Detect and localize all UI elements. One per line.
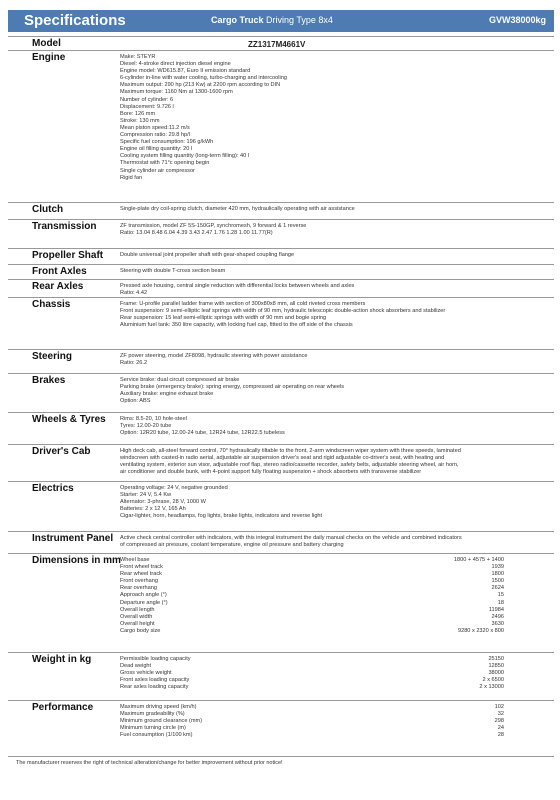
section-body — [120, 377, 548, 405]
row-label: Front wheel track — [120, 564, 163, 571]
section-label: Rear Axles — [32, 281, 84, 292]
table-row — [120, 607, 548, 614]
spec-line: of compressed air pressure, coolant temperature, engine oil pressure and battery charging — [120, 542, 344, 549]
row-label: Maximum gradeability (%) — [120, 711, 185, 718]
table-row — [120, 578, 548, 585]
row-value: 18 — [497, 599, 504, 606]
section-engine — [8, 50, 554, 181]
spec-line: Rear suspension: 15 leaf semi-elliptic springs with width of 90 mm and bogie spring — [120, 315, 327, 322]
spec-line: Engine oil filling quantity: 20 l — [120, 146, 193, 153]
row-label: Permissible loading capacity — [120, 656, 191, 662]
spec-line: ZF transmission, model ZF 5S-150GP, synchromesh, 9 forward & 1 reverse — [120, 223, 307, 229]
section-body — [120, 485, 548, 520]
row-label: Maximum driving speed (km/h) — [120, 704, 197, 710]
section-label: Propeller Shaft — [32, 250, 104, 261]
spec-banner — [8, 10, 554, 32]
row-label: Fuel consumption (1/100 km) — [120, 732, 193, 739]
row-value: 1939 — [491, 564, 504, 571]
row-value: 28 — [497, 732, 504, 739]
row-value: 11984 — [488, 606, 504, 613]
spec-line: Auxiliary brake: engine exhaust brake — [120, 391, 214, 398]
section-body — [120, 252, 548, 259]
row-value: 1800 — [491, 571, 504, 578]
spec-line: Service brake: dual circuit compressed air brake — [120, 377, 240, 383]
spec-line: Maximum torque: 1160 Nm at 1300-1600 rpm — [120, 89, 233, 96]
section-clutch — [8, 202, 554, 215]
vehicle-type — [211, 15, 333, 25]
section-label: Electrics — [32, 483, 74, 494]
page-title: Specifications — [24, 12, 126, 29]
row-value: 298 — [494, 718, 504, 725]
section-label: Weight in kg — [32, 654, 92, 665]
section-electrics — [8, 481, 554, 520]
table-row — [120, 677, 548, 684]
section-body — [120, 448, 548, 476]
spec-line: Steering with double T-cross section beam — [120, 268, 226, 274]
section-steering — [8, 349, 554, 367]
section-instrument — [8, 531, 554, 549]
spec-line: Thermostat with 71°c opening begin — [120, 160, 210, 167]
section-body — [120, 416, 548, 437]
row-label: Cargo body size — [120, 627, 161, 634]
spec-line: Ratio: 4.42 — [120, 290, 148, 297]
section-front_axles — [8, 264, 554, 277]
spec-line: Maximum output: 290 hp (213 Kw) at 2200 rpm according to DIN — [120, 82, 281, 89]
spec-line: Rims: 8.5-20, 10 hole-steel — [120, 416, 187, 422]
section-label: Chassis — [32, 299, 71, 310]
footer-note: The manufacturer reserves the right of technical alteration/change for better improvement without prior notice! — [16, 760, 283, 766]
section-label: Model — [32, 38, 61, 49]
section-label: Driver's Cab — [32, 446, 91, 457]
row-label: Overall length — [120, 606, 155, 613]
spec-line: Operating voltage: 24 V, negative grounded — [120, 485, 228, 491]
section-dimensions — [8, 553, 554, 634]
row-value: 2624 — [491, 585, 504, 592]
vehicle-type-rest: Driving Type 8x4 — [263, 15, 333, 25]
spec-line: Option: 12R20 tube, 12.00-24 tube, 12R24 tube, 12R22.5 tubeless — [120, 430, 285, 437]
row-label: Approach angle (°) — [120, 592, 167, 599]
table-row — [120, 711, 548, 718]
table-row — [120, 628, 548, 635]
spec-line: Parking brake (emergency brake): spring energy, compressed air operating on rear wheels — [120, 384, 345, 391]
spec-line: Double universal joint propeller shaft with gear-shaped coupling flange — [120, 252, 295, 258]
row-label: Overall height — [120, 620, 155, 627]
spec-line: Front suspension: 9 semi-elliptic leaf springs with width of 90 mm, hydraulic telescopic double-action shock absorbers and stabilizer — [120, 308, 446, 315]
spec-line: Pressed axle housing, central single reduction with differential locks between wheels and axles — [120, 283, 355, 289]
section-brakes — [8, 373, 554, 405]
section-rear_axles — [8, 279, 554, 297]
section-label: Instrument Panel — [32, 533, 114, 544]
section-label: Brakes — [32, 375, 66, 386]
table-row — [120, 614, 548, 621]
row-label: Front axles loading capacity — [120, 677, 190, 684]
table-row — [120, 564, 548, 571]
row-label: Departure angle (°) — [120, 599, 168, 606]
spec-line: Bore: 126 mm — [120, 110, 156, 117]
spec-line: Option: ABS — [120, 398, 151, 405]
section-body — [120, 268, 548, 275]
table-row — [120, 684, 548, 691]
section-wheels — [8, 412, 554, 437]
spec-line: Batteries: 2 x 12 V, 165 Ah — [120, 506, 186, 513]
spec-line: Number of cylinder: 6 — [120, 96, 174, 103]
row-value: 1500 — [491, 578, 504, 585]
section-label: Engine — [32, 52, 66, 63]
row-value: 24 — [497, 725, 504, 732]
section-body — [120, 353, 548, 367]
table-row — [120, 600, 548, 607]
spec-line: Single cylinder air compressor — [120, 167, 195, 174]
row-value: 25150 — [488, 656, 504, 662]
spec-line: Mean piston speed:11.2 m/s — [120, 124, 190, 131]
table-row — [120, 557, 548, 564]
spec-line: ventilating system, exterior sun visor, adjustable roof flap, stereo radio/cassette recorder, safety belts, adjustable steering wheel, air horn, — [120, 462, 459, 469]
row-label: Rear overhang — [120, 585, 158, 592]
spec-line: Rigid fan — [120, 174, 143, 181]
spec-line: Displacement: 9.726 l — [120, 103, 174, 110]
row-value: 2496 — [491, 613, 504, 620]
section-body — [120, 283, 548, 297]
spec-line: Active check central controller with indicators, with this integral instrument the daily manual checks on the vehicle and combined indicators — [120, 535, 462, 541]
spec-line: Single-plate dry coil-spring clutch, diameter 420 mm, hydraulically operating with air assistance — [120, 206, 355, 212]
spec-line: ZF power steering, model ZF8098, hydraulic steering with power assistance — [120, 353, 308, 359]
section-chassis — [8, 297, 554, 329]
spec-table — [120, 656, 548, 691]
spec-line: Ratio: 26.2 — [120, 360, 148, 367]
footer-divider — [8, 756, 554, 757]
section-cab — [8, 444, 554, 476]
spec-line: Specific fuel consumption: 196 g/kWh — [120, 139, 214, 146]
row-label: Overall width — [120, 613, 153, 620]
spec-table — [120, 704, 548, 739]
model-value: ZZ1317M4661V — [248, 40, 306, 49]
spec-line: 6-cylinder in-line with water cooling, turbo-charging and intercooling — [120, 75, 287, 82]
spec-line: Stroke: 130 mm — [120, 117, 160, 124]
spec-line: Compression ratio: 29.8 hp/l — [120, 132, 190, 139]
spec-line: air conditioner and double bunk, with 4-point support fully floating suspension + shock absorbers with transverse stabilizer — [120, 469, 422, 476]
spec-line: High deck cab, all-steel forward control, 70° hydraulically tiltable to the front, 2-arm windscreen wiper system with three speeds, laminated — [120, 448, 461, 454]
table-row — [120, 656, 548, 663]
table-row — [120, 670, 548, 677]
section-model — [8, 36, 554, 51]
section-body — [120, 223, 548, 237]
table-row — [120, 704, 548, 711]
row-label: Minimum turning circle (m) — [120, 725, 186, 732]
spec-line: Starter: 24 V, 5.4 Kw — [120, 492, 172, 499]
spec-line: Frame: U-profile parallel ladder frame with section of 300x80x8 mm, all cold riveted cross members — [120, 301, 366, 307]
table-row — [120, 585, 548, 592]
row-label: Minimum ground clearance (mm) — [120, 718, 203, 725]
row-value: 2 x 6500 — [482, 677, 504, 684]
table-row — [120, 592, 548, 599]
row-value: 2 x 13000 — [479, 684, 504, 691]
spec-table — [120, 557, 548, 635]
row-label: Wheel base — [120, 557, 150, 563]
row-value: 12850 — [488, 663, 504, 670]
section-label: Steering — [32, 351, 73, 362]
section-propeller — [8, 248, 554, 261]
table-row — [120, 718, 548, 725]
spec-line: Make: STEYR — [120, 54, 156, 60]
section-performance — [8, 700, 554, 739]
spec-line: Cigar-lighter, horn, headlamps, fog lights, brake lights, indicators and reverse light — [120, 513, 323, 520]
section-label: Performance — [32, 702, 94, 713]
spec-line: Aluminium fuel tank: 350 litre capacity, with locking fuel cap, fitted to the off side of the chassis — [120, 322, 353, 329]
spec-line: Alternator: 3-phrase, 28 V, 1000 W — [120, 499, 206, 506]
row-value: 9280 x 2320 x 800 — [457, 627, 504, 634]
spec-line: Cooling system filling quantity (long-term filling): 40 l — [120, 153, 250, 160]
section-body — [120, 301, 548, 329]
table-row — [120, 663, 548, 670]
section-body — [120, 206, 548, 213]
row-value: 102 — [494, 704, 504, 710]
row-label: Rear axles loading capacity — [120, 684, 189, 691]
section-weight — [8, 652, 554, 691]
section-label: Dimensions in mm — [32, 555, 121, 566]
row-label: Dead weight — [120, 663, 152, 670]
section-label: Front Axles — [32, 266, 87, 277]
row-value: 32 — [497, 711, 504, 718]
section-label: Wheels & Tyres — [32, 414, 106, 425]
spec-line: Engine model: WD615.87, Euro II emission standard — [120, 68, 251, 75]
spec-line: Tyres: 12.00-20 tube — [120, 423, 172, 430]
vehicle-type-bold: Cargo Truck — [211, 15, 264, 25]
section-body — [120, 535, 548, 549]
row-value: 1800 + 4575 + 1400 — [453, 557, 504, 563]
table-row — [120, 732, 548, 739]
row-value: 15 — [497, 592, 504, 599]
section-label: Transmission — [32, 221, 97, 232]
row-label: Gross vehicle weight — [120, 670, 172, 677]
row-value: 3630 — [491, 620, 504, 627]
table-row — [120, 725, 548, 732]
spec-line: Ratio: 13.04 8.48 6.04 4.39 3.43 2.47 1.76 1.28 1.00 11.77(R) — [120, 230, 273, 237]
section-transmission — [8, 219, 554, 237]
spec-line: windscreen with casted-in radio aerial, adjustable air suspension driver's seat and rigid adjustable co-driver's seat, with heating and — [120, 455, 445, 462]
section-body — [120, 54, 548, 182]
spec-line: Diesel: 4-stroke direct injection diesel engine — [120, 61, 231, 68]
table-row — [120, 571, 548, 578]
table-row — [120, 621, 548, 628]
row-value: 38000 — [488, 670, 504, 677]
gvw-label: GVW38000kg — [488, 15, 546, 25]
section-label: Clutch — [32, 204, 64, 215]
row-label: Front overhang — [120, 578, 158, 585]
row-label: Rear wheel track — [120, 571, 162, 578]
